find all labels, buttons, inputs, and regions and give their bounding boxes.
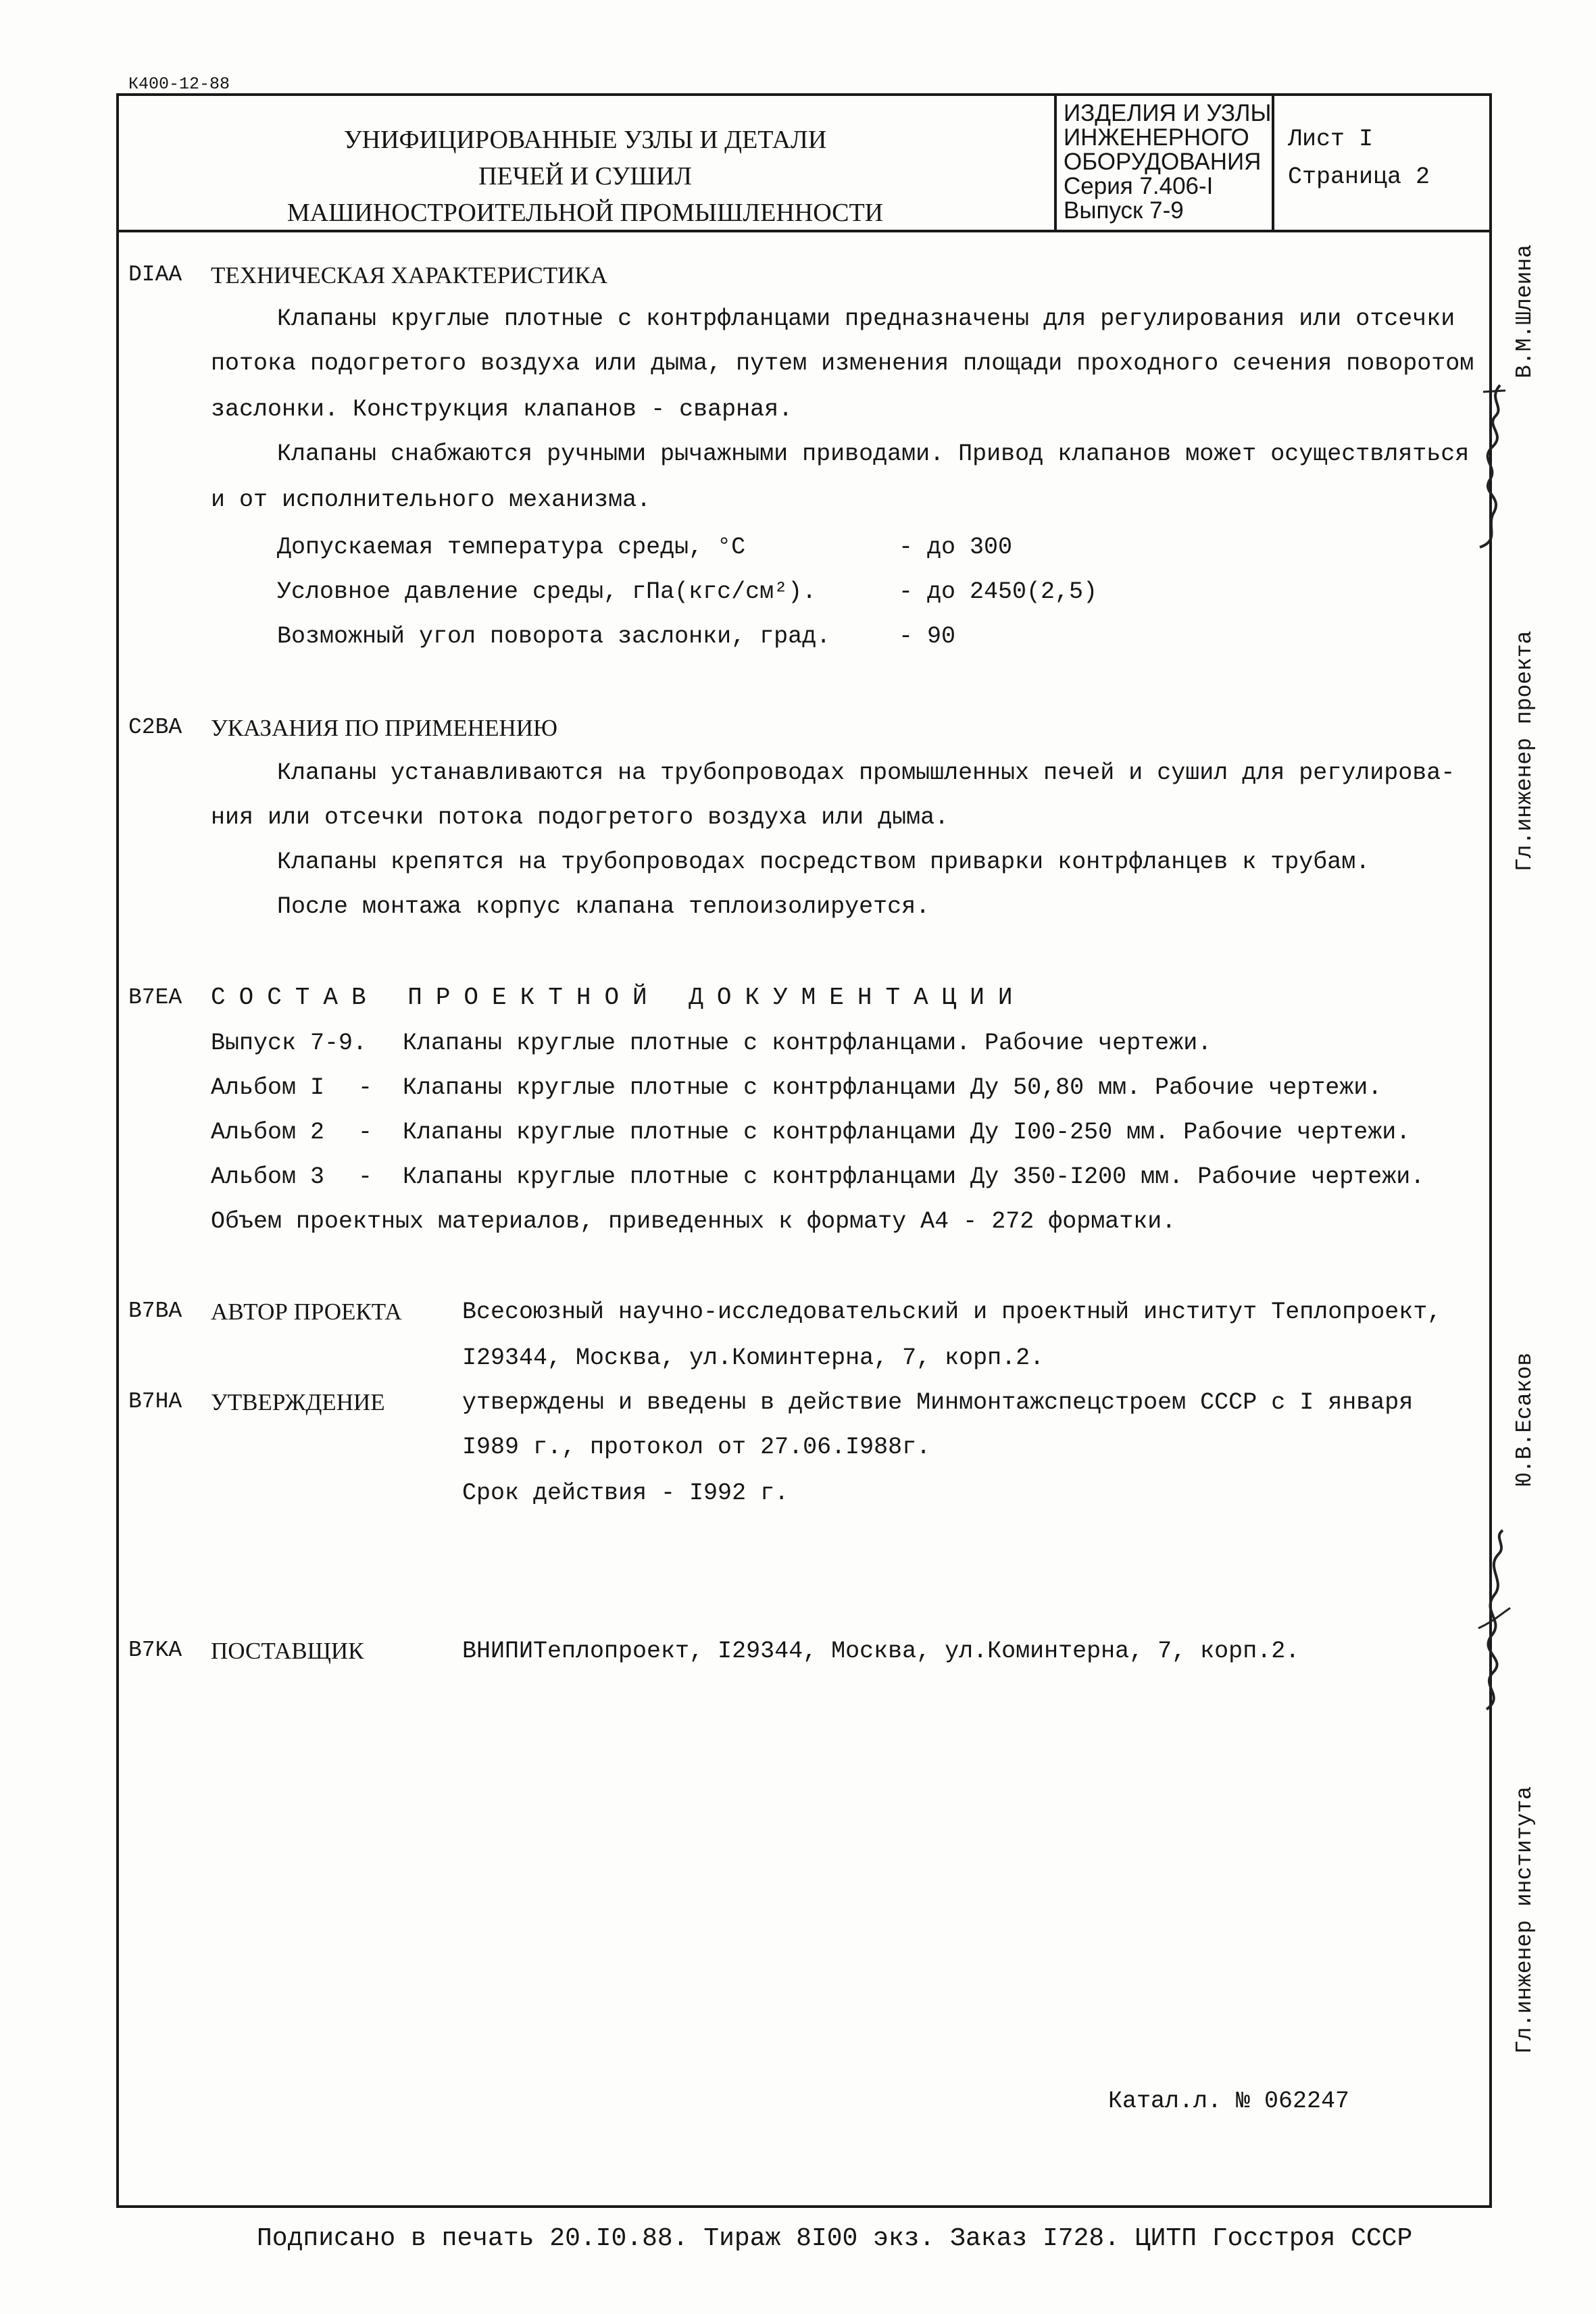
section-heading-supplier: ПОСТАВЩИК [211, 1638, 364, 1664]
title-line-2: ПЕЧЕЙ И СУШИЛ [478, 162, 692, 191]
approval-line-3: Срок действия - I992 г. [462, 1480, 789, 1507]
tech-line-1: Клапаны круглые плотные с контрфланцами предназначены для регулирования или отсечки [277, 305, 1455, 332]
header-divider-2 [1272, 93, 1274, 232]
sheet-block [1288, 120, 1430, 196]
series-line-1: ИЗДЕЛИЯ И УЗЛЫ [1064, 100, 1272, 126]
print-footer: Подписано в печать 20.I0.88. Тираж 8I00 экз. Заказ I728. ЦИТП Госстроя СССР [257, 2224, 1413, 2253]
param-label-angle: Возможный угол поворота заслонки, град. [277, 623, 831, 650]
param-label-pressure: Условное давление среды, гПа(кгс/см²). [277, 578, 817, 605]
docs-volume: Объем проектных материалов, приведенных к формату А4 - 272 форматки. [211, 1208, 1176, 1235]
docs-item-dash-3: - [358, 1119, 373, 1146]
tech-line-5: и от исполнительного механизма. [211, 486, 651, 513]
section-code-author: B7BA [128, 1299, 182, 1324]
header-divider-1 [1054, 93, 1057, 232]
supplier-text: ВНИПИТеплопроект, I29344, Москва, ул.Коминтерна, 7, корп.2. [462, 1638, 1300, 1665]
tech-line-4: Клапаны снабжаются ручными рычажными приводами. Привод клапанов может осуществляться [277, 441, 1470, 468]
param-value-angle: - 90 [899, 623, 956, 650]
param-value-pressure: - до 2450(2,5) [899, 578, 1098, 605]
project-engineer-signature [1473, 378, 1514, 554]
series-block [1064, 101, 1272, 223]
section-heading-approval: УТВЕРЖДЕНИЕ [211, 1389, 385, 1415]
section-code-supplier: B7KA [128, 1638, 182, 1663]
document-code: К400-12-88 [128, 74, 230, 94]
project-engineer-title: Гл.инженер проекта [1512, 630, 1537, 872]
section-code-docs: B7EA [128, 985, 182, 1010]
section-code-approval: B7HA [128, 1389, 182, 1414]
section-heading-usage: УКАЗАНИЯ ПО ПРИМЕНЕНИЮ [211, 715, 557, 741]
institute-engineer-title: Гл.инженер института [1512, 1786, 1537, 2054]
section-heading-docs: СОСТАВ ПРОЕКТНОЙ ДОКУМЕНТАЦИИ [211, 984, 1026, 1011]
series-line-2: ИНЖЕНЕРНОГО [1064, 124, 1249, 151]
usage-line-2: ния или отсечки потока подогретого воздуха или дыма. [211, 804, 949, 831]
section-heading-tech: ТЕХНИЧЕСКАЯ ХАРАКТЕРИСТИКА [211, 262, 608, 288]
docs-item-text-1: Клапаны круглые плотные с контрфланцами. Рабочие чертежи. [403, 1030, 1212, 1057]
docs-item-dash-4: - [358, 1163, 373, 1190]
docs-item-label-2: Альбом I [211, 1074, 325, 1101]
title-line-1: УНИФИЦИРОВАННЫЕ УЗЛЫ И ДЕТАЛИ [343, 126, 827, 154]
param-value-temperature: - до 300 [899, 534, 1013, 561]
title-line-3: МАШИНОСТРОИТЕЛЬНОЙ ПРОМЫШЛЕННОСТИ [286, 199, 884, 227]
docs-item-label-4: Альбом 3 [211, 1163, 325, 1190]
series-line-3: ОБОРУДОВАНИЯ [1064, 149, 1262, 175]
usage-line-1: Клапаны устанавливаются на трубопроводах промышленных печей и сушил для регулирова- [277, 759, 1455, 786]
institute-engineer-name: Ю.В.Есаков [1512, 1352, 1537, 1486]
docs-item-text-3: Клапаны круглые плотные с контрфланцами Ду I00-250 мм. Рабочие чертежи. [403, 1119, 1411, 1146]
usage-line-4: После монтажа корпус клапана теплоизолируется. [277, 893, 930, 920]
tech-line-3: заслонки. Конструкция клапанов - сварная. [211, 396, 793, 423]
series-line-5: Выпуск 7-9 [1064, 197, 1184, 224]
section-code-usage: C2BA [128, 715, 182, 740]
section-heading-author: АВТОР ПРОЕКТА [211, 1299, 402, 1325]
author-line-2: I29344, Москва, ул.Коминтерна, 7, корп.2. [462, 1344, 1045, 1372]
page-number: Страница 2 [1288, 164, 1430, 191]
series-line-4: Серия 7.406-I [1064, 173, 1214, 199]
docs-item-label-3: Альбом 2 [211, 1119, 325, 1146]
header-title [119, 122, 1051, 231]
author-line-1: Всесоюзный научно-исследовательский и проектный институт Теплопроект, [462, 1299, 1442, 1326]
section-code-tech: DIAA [128, 262, 182, 287]
docs-item-label-1: Выпуск 7-9. [211, 1030, 368, 1057]
usage-line-3: Клапаны крепятся на трубопроводах посредством приварки контрфланцев к трубам. [277, 849, 1370, 876]
sheet-number: Лист I [1288, 126, 1374, 153]
project-engineer-name: В.М.Шлеина [1512, 244, 1537, 378]
docs-item-text-2: Клапаны круглые плотные с контрфланцами Ду 50,80 мм. Рабочие чертежи. [403, 1074, 1382, 1101]
param-label-temperature: Допускаемая температура среды, °С [277, 534, 746, 561]
approval-line-2: I989 г., протокол от 27.06.I988г. [462, 1434, 931, 1461]
catalog-number: Катал.л. № 062247 [1108, 2088, 1350, 2115]
tech-line-2: потока подогретого воздуха или дыма, путем изменения площади проходного сечения поворотом [211, 350, 1474, 377]
approval-line-1: утверждены и введены в действие Минмонтажспецстроем СССР с I января [462, 1389, 1414, 1416]
institute-engineer-signature [1473, 1527, 1514, 1716]
docs-item-text-4: Клапаны круглые плотные с контрфланцами Ду 350-I200 мм. Рабочие чертежи. [403, 1163, 1425, 1190]
docs-item-dash-2: - [358, 1074, 373, 1101]
